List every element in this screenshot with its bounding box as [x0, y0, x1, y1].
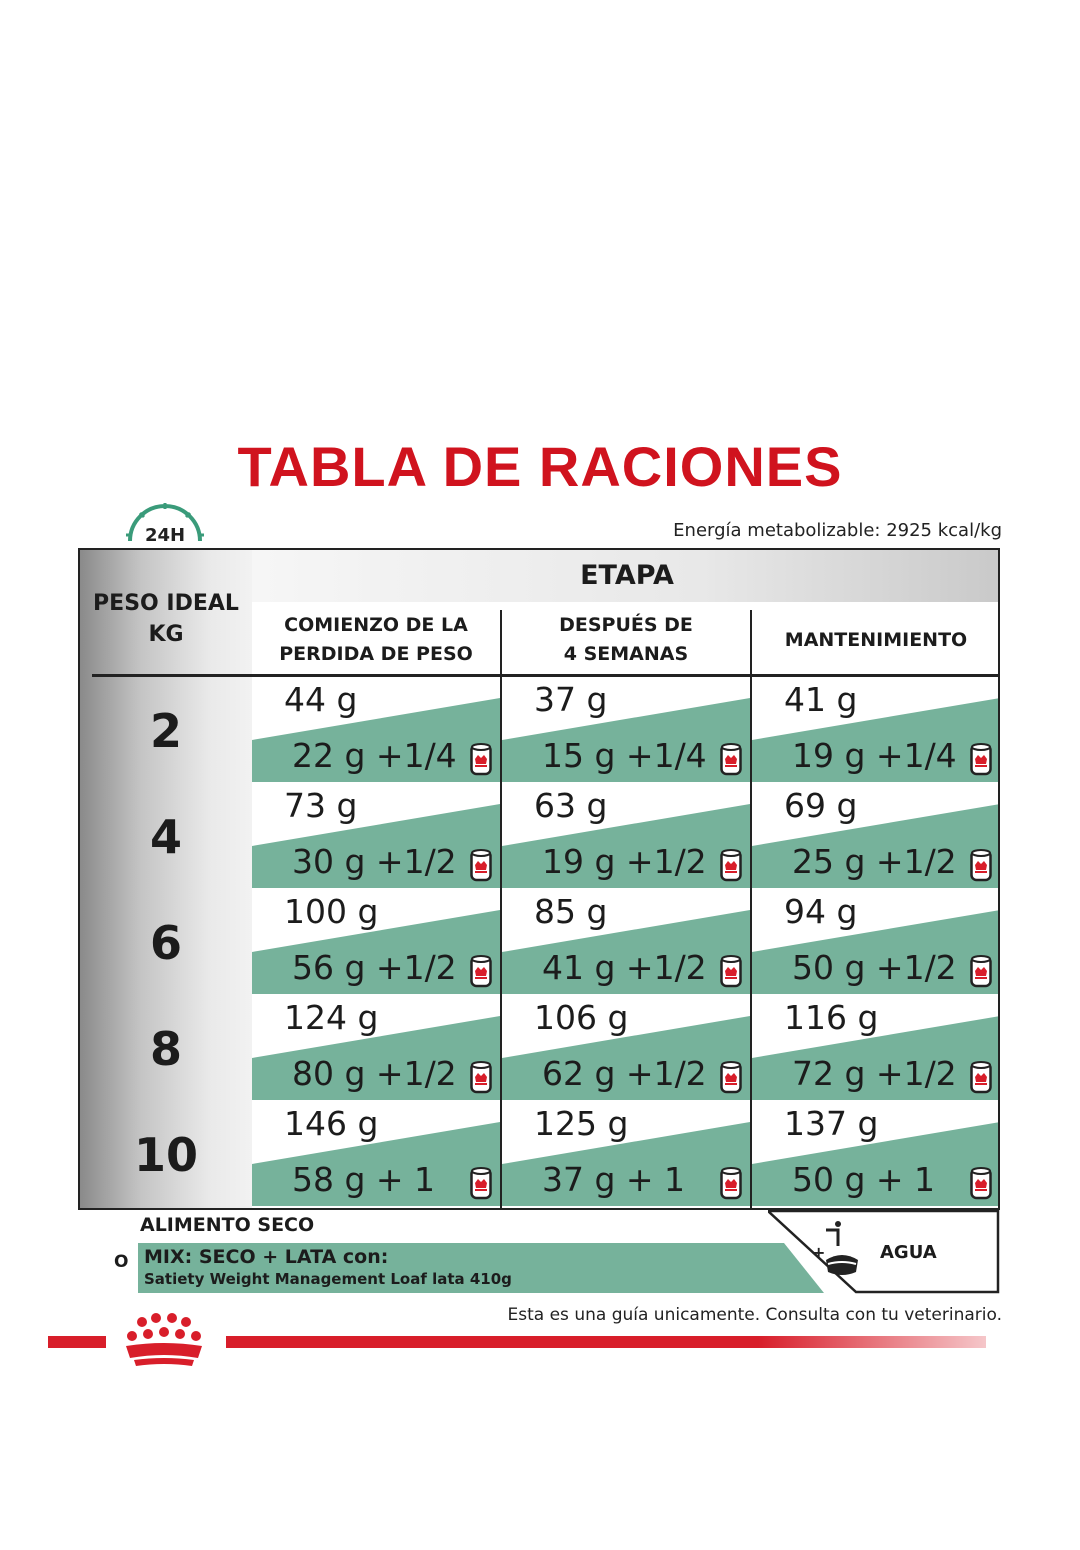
dry-amount: 137 g: [784, 1104, 879, 1143]
dry-amount: 106 g: [534, 998, 629, 1037]
dry-amount: 69 g: [784, 786, 858, 825]
ration-cell: [502, 678, 750, 782]
legend: [78, 1210, 1000, 1294]
dry-amount: 37 g: [534, 680, 608, 719]
weight-value: 10: [133, 1128, 198, 1182]
svg-text:+: +: [812, 1243, 826, 1262]
can-icon: [720, 848, 742, 882]
mix-amount: 19 g +1/4: [792, 736, 957, 775]
mix-amount: 56 g +1/2: [292, 948, 457, 987]
mix-amount: 50 g +1/2: [792, 948, 957, 987]
dry-amount: 100 g: [284, 892, 379, 931]
can-icon: [720, 1166, 742, 1200]
ration-cell: [502, 784, 750, 888]
dry-amount: 44 g: [284, 680, 358, 719]
mix-amount: 41 g +1/2: [542, 948, 707, 987]
can-icon: [720, 1060, 742, 1094]
water-label: AGUA: [880, 1242, 937, 1263]
mix-amount: 15 g +1/4: [542, 736, 707, 775]
ration-cell: [752, 784, 1000, 888]
dry-amount: 41 g: [784, 680, 858, 719]
can-icon: [970, 1060, 992, 1094]
dry-amount: 73 g: [284, 786, 358, 825]
dry-amount: 116 g: [784, 998, 879, 1037]
weight-value: 6: [149, 916, 182, 970]
mix-amount: 19 g +1/2: [542, 842, 707, 881]
mix-amount: 22 g +1/4: [292, 736, 457, 775]
brand-bar: [226, 1336, 986, 1348]
dry-amount: 85 g: [534, 892, 608, 931]
ration-cell: [502, 996, 750, 1100]
ration-cell: [752, 678, 1000, 782]
legend-dry-label: ALIMENTO SECO: [140, 1214, 315, 1236]
can-icon: [720, 742, 742, 776]
column-header-after-4-weeks: DESPUÉS DE 4 SEMANAS: [559, 614, 693, 665]
can-icon: [970, 742, 992, 776]
weight-value: 2: [149, 704, 182, 758]
can-icon: [470, 1166, 492, 1200]
stage-header: ETAPA: [580, 560, 674, 591]
ration-cell: [502, 890, 750, 994]
ration-cell: [252, 996, 500, 1100]
can-icon: [470, 954, 492, 988]
mix-amount: 50 g + 1: [792, 1160, 936, 1199]
dry-amount: 146 g: [284, 1104, 379, 1143]
water-bowl-icon: [812, 1221, 858, 1275]
can-icon: [970, 1166, 992, 1200]
ration-cell: [252, 784, 500, 888]
ration-cell: [252, 1102, 500, 1206]
mix-amount: 37 g + 1: [542, 1160, 686, 1199]
legend-or-label: O: [114, 1252, 129, 1272]
can-icon: [970, 848, 992, 882]
weight-header: PESO IDEAL KG: [93, 591, 239, 647]
ration-cell: [752, 890, 1000, 994]
legend-product-label: Satiety Weight Management Loaf lata 410g: [144, 1270, 512, 1288]
header-divider: [92, 674, 1000, 677]
can-icon: [470, 1060, 492, 1094]
legend-mix-label: MIX: SECO + LATA con:: [144, 1246, 389, 1268]
ration-cell: [502, 1102, 750, 1206]
mix-amount: 72 g +1/2: [792, 1054, 957, 1093]
mix-amount: 62 g +1/2: [542, 1054, 707, 1093]
ration-cell: [752, 1102, 1000, 1206]
clock-label: 24H: [144, 525, 186, 546]
weight-value: 8: [149, 1022, 182, 1076]
brand-bar: [48, 1336, 106, 1348]
ration-table: [78, 548, 1000, 1210]
page-title: TABLA DE RACIONES: [237, 435, 843, 498]
royal-canin-crown-icon: [112, 1310, 218, 1368]
ration-cell: [252, 678, 500, 782]
dry-amount: 124 g: [284, 998, 379, 1037]
dry-amount: 94 g: [784, 892, 858, 931]
footer-note: Esta es una guía unicamente. Consulta con tu veterinario.: [507, 1305, 1002, 1325]
mix-amount: 30 g +1/2: [292, 842, 457, 881]
ration-cell: [752, 996, 1000, 1100]
dry-amount: 63 g: [534, 786, 608, 825]
mix-amount: 80 g +1/2: [292, 1054, 457, 1093]
energy-note: Energía metabolizable: 2925 kcal/kg: [673, 520, 1002, 541]
can-icon: [720, 954, 742, 988]
mix-amount: 58 g + 1: [292, 1160, 436, 1199]
column-header-start: COMIENZO DE LA PERDIDA DE PESO: [279, 614, 473, 665]
can-icon: [470, 742, 492, 776]
weight-value: 4: [149, 810, 182, 864]
ration-cell: [252, 890, 500, 994]
clock-icon: [124, 497, 206, 549]
dry-amount: 125 g: [534, 1104, 629, 1143]
can-icon: [470, 848, 492, 882]
can-icon: [970, 954, 992, 988]
mix-amount: 25 g +1/2: [792, 842, 957, 881]
column-header-maintenance: MANTENIMIENTO: [784, 628, 968, 651]
